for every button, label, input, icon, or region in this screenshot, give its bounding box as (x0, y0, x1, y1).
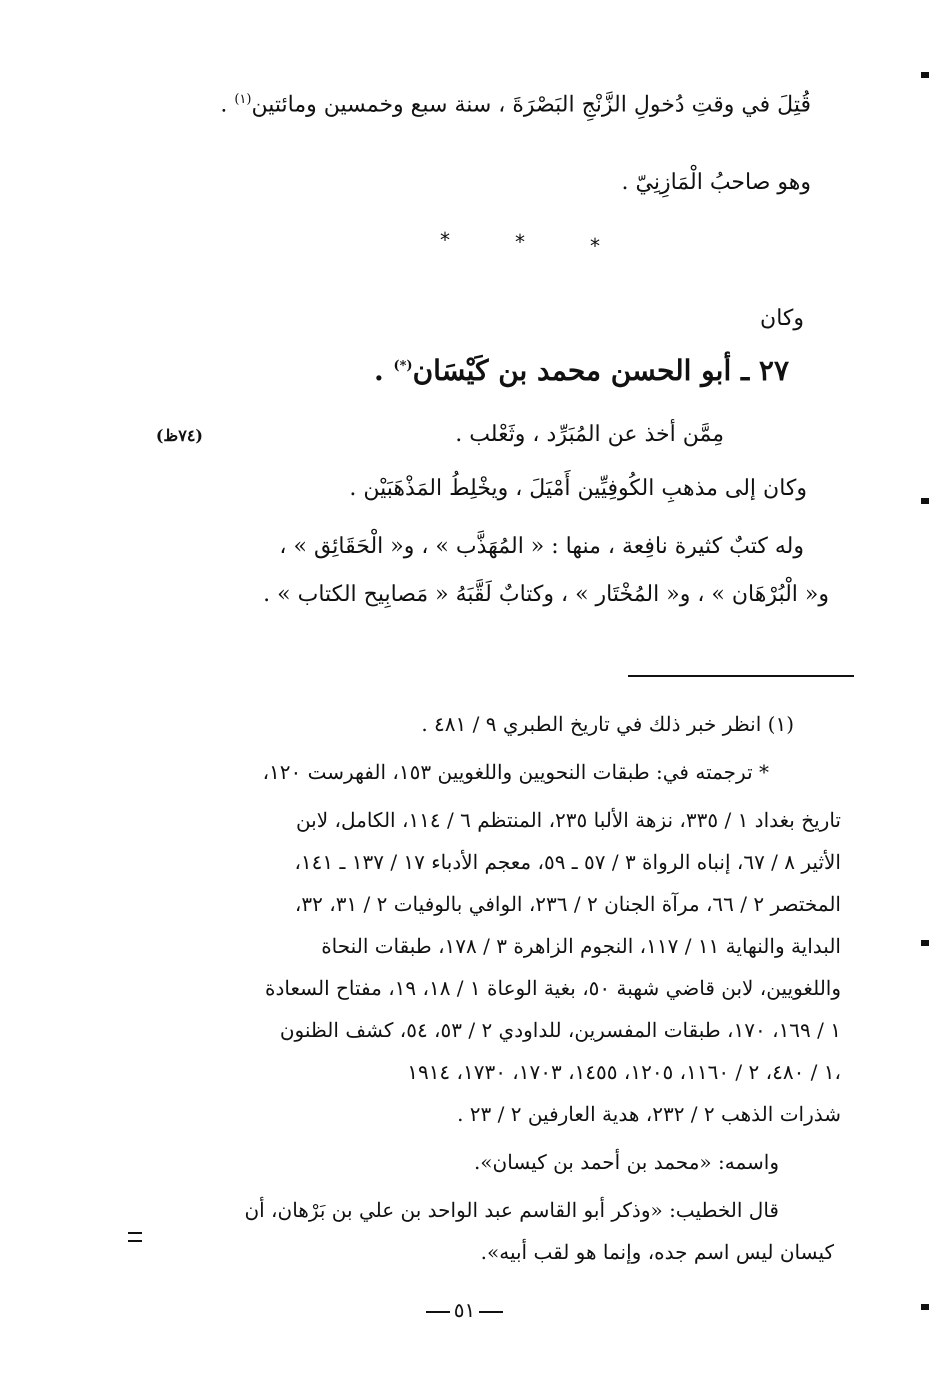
footnote-1: (١) انظر خبر ذلك في تاريخ الطبري ٩ / ٤٨١ . (421, 712, 794, 736)
biography-line: المختصر ٢ / ٦٦، مرآة الجنان ٢ / ٢٣٦، الوافي بالوفيات ٢ / ٣١، ٣٢، (294, 892, 841, 916)
scan-margin-mark (921, 72, 929, 78)
scan-margin-equals-mark (128, 1232, 142, 1242)
section-separator-stars (430, 228, 630, 258)
entry-heading-end: . (373, 354, 394, 387)
separator-star: * (440, 228, 450, 252)
page-number-value: ٥١ (453, 1298, 476, 1322)
page-number-dash (479, 1311, 503, 1313)
biography-line: الأثير ٨ / ٦٧، إنباه الرواة ٣ / ٥٧ ـ ٥٩، معجم الأدباء ١٧ / ١٣٧ ـ ١٤١، (294, 850, 841, 874)
separator-star: * (590, 234, 600, 258)
footnote-divider (628, 675, 854, 677)
biography-line: شذرات الذهب ٢ / ٢٣٢، هدية العارفين ٢ / ٢٣ . (457, 1102, 841, 1126)
body-line-4: مِمَّن أخذ عن المُبَرِّد ، وثَعْلب . (455, 422, 724, 447)
body-line-1-text: قُتِلَ في وقتِ دُخولِ الزَّنْجِ البَصْرَةَ ، سنة سبع وخمسين ومائتين (251, 92, 811, 118)
footnote-name-line: واسمه: «محمد بن أحمد بن كيسان». (473, 1150, 779, 1174)
page-number-dash (426, 1311, 450, 1313)
footnote-khatib-line: قال الخطيب: «وذكر أبو القاسم عبد الواحد بن علي بن بَرْهان، أن (244, 1198, 779, 1222)
heading-note-marker: (*) (393, 358, 413, 374)
body-line-1 (220, 92, 811, 117)
page-number (0, 1298, 929, 1322)
scan-margin-mark (921, 498, 929, 504)
biography-line: * ترجمته في: طبقات النحويين واللغويين ١٥٣، الفهرست ١٢٠، (262, 760, 769, 784)
body-line-7: و« الْبُرْهَان » ، و« المُخْتَار » ، وكتابٌ لَقَّبَهُ « مَصابِيح الكتاب » . (263, 582, 829, 607)
body-line-2: وهو صاحبُ الْمَازِنِيّ . (621, 170, 811, 195)
manuscript-margin-ref: (٧٤ظ) (155, 426, 203, 445)
separator-star: * (515, 230, 525, 254)
footnote-khatib-line: كيسان ليس اسم جده، وإنما هو لقب أبيه». (480, 1240, 834, 1264)
entry-heading (374, 354, 789, 387)
body-line-6: وله كتبٌ كثيرة نافِعة ، منها : « المُهَذَّب » ، و« الْحَقَائِق » ، (279, 534, 804, 559)
scan-margin-mark (921, 940, 929, 946)
body-line-1-end: . (220, 92, 235, 118)
biography-line: ١ / ١٦٩، ١٧٠، طبقات المفسرين، للداودي ٢ / ٥٣، ٥٤، كشف الظنون (279, 1018, 841, 1042)
footnote-marker-1: (١) (234, 92, 252, 107)
body-line-5: وكان إلى مذهبِ الكُوفِيِّين أَمْيَلَ ، ويخْلِطُ المَذْهَبَيْن . (349, 476, 807, 501)
biography-line: واللغويين، لابن قاضي شهبة ٥٠، بغية الوعاة ١ / ١٨، ١٩، مفتاح السعادة (265, 976, 841, 1000)
entry-heading-text: ٢٧ ـ أبو الحسن محمد بن كَيْسَان (412, 354, 789, 387)
scan-margin-mark (921, 1304, 929, 1310)
biography-line: تاريخ بغداد ١ / ٣٣٥، نزهة الألبا ٢٣٥، المنتظم ٦ / ١١٤، الكامل، لابن (295, 808, 841, 832)
body-line-3: وكان (760, 306, 804, 331)
biography-line: البداية والنهاية ١١ / ١١٧، النجوم الزاهرة ٣ / ١٧٨، طبقات النحاة (321, 934, 841, 958)
biography-line: ١ / ٤٨٠، ٢ / ١١٦٠، ١٢٠٥، ١٤٥٥، ١٧٠٣، ١٧٣٠، ١٩١٤، (407, 1060, 841, 1084)
